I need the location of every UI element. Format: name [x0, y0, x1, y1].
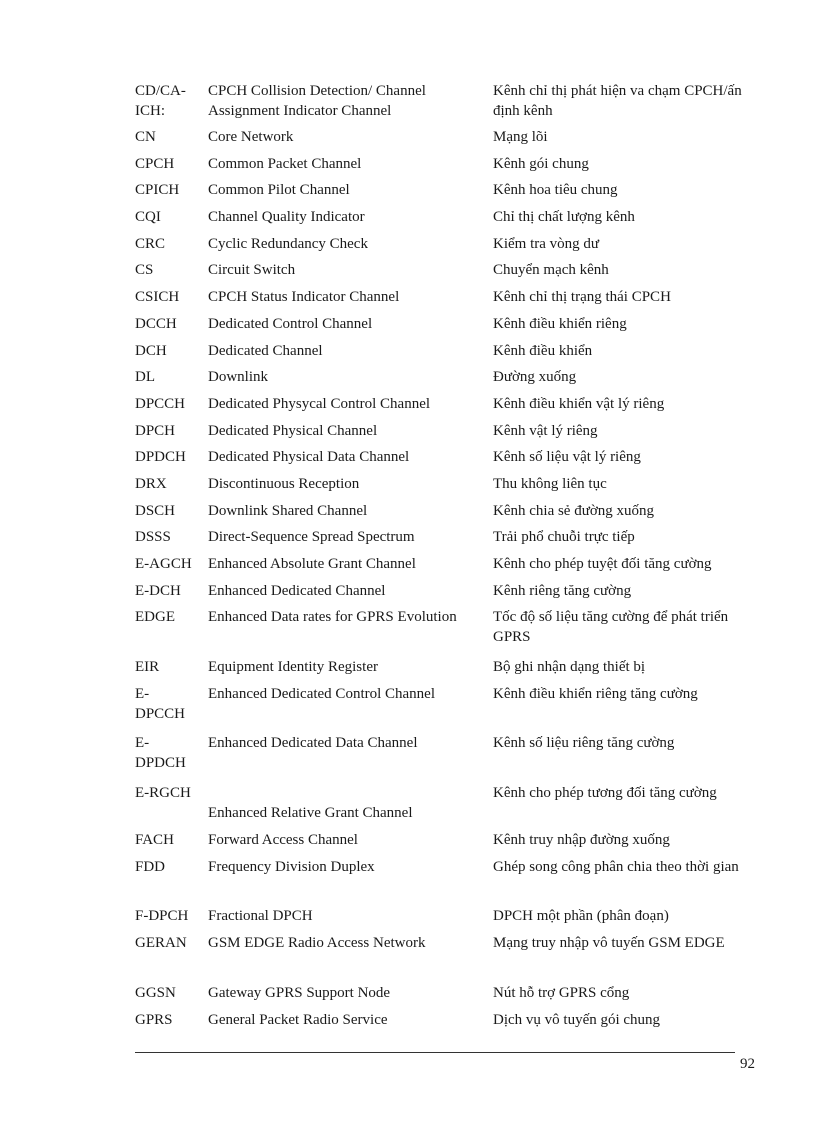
vietnamese-term: Kênh hoa tiêu chung: [493, 182, 618, 198]
english-term: Dedicated Channel: [208, 343, 323, 359]
vietnamese-term: Kênh chỉ thị phát hiện va chạm CPCH/ấn định kênh: [493, 83, 742, 119]
glossary-row: [135, 684, 760, 724]
english-term: CPCH Status Indicator Channel: [208, 289, 400, 305]
vietnamese-term: Mạng truy nhập vô tuyến GSM EDGE: [493, 935, 725, 951]
english-term: Gateway GPRS Support Node: [208, 985, 391, 1001]
english-term: Equipment Identity Register: [208, 659, 378, 675]
abbreviation: E- DPDCH: [135, 735, 186, 771]
vietnamese-term: DPCH một phần (phân đoạn): [493, 908, 669, 924]
abbreviation: FACH: [135, 832, 174, 848]
english-term: Downlink: [208, 369, 268, 385]
vietnamese-term: Kênh điều khiển riêng: [493, 316, 627, 332]
vietnamese-term: Kênh cho phép tương đối tăng cường: [493, 785, 717, 801]
abbreviation: CQI: [135, 209, 161, 225]
abbreviation: DL: [135, 369, 155, 385]
abbreviation: DSCH: [135, 503, 176, 519]
abbreviation: CSICH: [135, 289, 180, 305]
abbreviation: GERAN: [135, 935, 187, 951]
glossary-row: [135, 830, 760, 850]
glossary-row: [135, 783, 760, 823]
english-term: Circuit Switch: [208, 262, 296, 278]
glossary-row: [135, 207, 760, 227]
glossary-row: [135, 234, 760, 254]
vietnamese-term: Kênh số liệu riêng tăng cường: [493, 735, 675, 751]
english-term: GSM EDGE Radio Access Network: [208, 935, 426, 951]
vietnamese-term: Trải phổ chuỗi trực tiếp: [493, 529, 635, 545]
glossary-row: [135, 1010, 760, 1030]
glossary-row: [135, 527, 760, 547]
vietnamese-term: Kênh vật lý riêng: [493, 423, 598, 439]
english-term: CPCH Collision Detection/ Channel Assignment Indicator Channel: [208, 83, 426, 119]
abbreviation: CN: [135, 129, 156, 145]
english-term: Dedicated Physical Channel: [208, 423, 378, 439]
abbreviation: E-AGCH: [135, 556, 192, 572]
glossary-row: [135, 154, 760, 174]
glossary-row: [135, 933, 760, 953]
abbreviation: E- DPCCH: [135, 686, 186, 722]
glossary-row: [135, 314, 760, 334]
glossary-row: [135, 733, 760, 773]
english-term: Downlink Shared Channel: [208, 503, 368, 519]
abbreviation: F-DPCH: [135, 908, 189, 924]
glossary-row: [135, 260, 760, 280]
vietnamese-term: Kênh riêng tăng cường: [493, 583, 632, 599]
abbreviation: CPCH: [135, 156, 175, 172]
glossary-row: [135, 501, 760, 521]
vietnamese-term: Kênh gói chung: [493, 156, 589, 172]
vietnamese-term: Bộ ghi nhận dạng thiết bị: [493, 659, 646, 675]
english-term: Discontinuous Reception: [208, 476, 360, 492]
abbreviation: EIR: [135, 659, 160, 675]
glossary-row: [135, 180, 760, 200]
english-term: Core Network: [208, 129, 294, 145]
abbreviation: DPCCH: [135, 396, 186, 412]
vietnamese-term: Kênh điều khiển riêng tăng cường: [493, 686, 698, 702]
abbreviation: DPDCH: [135, 449, 186, 465]
glossary-row: [135, 554, 760, 574]
vietnamese-term: Dịch vụ vô tuyến gói chung: [493, 1012, 661, 1028]
glossary-row: [135, 447, 760, 467]
english-term: Enhanced Dedicated Data Channel: [208, 735, 418, 751]
glossary-row: [135, 81, 760, 121]
vietnamese-term: Kênh chia sẻ đường xuống: [493, 503, 655, 519]
glossary-row: [135, 394, 760, 414]
vietnamese-term: Kênh chỉ thị trạng thái CPCH: [493, 289, 671, 305]
english-term: Fractional DPCH: [208, 908, 313, 924]
abbreviation: DPCH: [135, 423, 176, 439]
abbreviation: E-RGCH: [135, 785, 191, 801]
english-term: Dedicated Physycal Control Channel: [208, 396, 431, 412]
english-term: Dedicated Physical Data Channel: [208, 449, 410, 465]
vietnamese-term: Đường xuống: [493, 369, 577, 385]
glossary-row: [135, 607, 760, 647]
english-term: Cyclic Redundancy Check: [208, 236, 368, 252]
vietnamese-term: Chuyển mạch kênh: [493, 262, 609, 278]
english-term: Dedicated Control Channel: [208, 316, 373, 332]
abbreviation: CD/CA- ICH:: [135, 83, 186, 119]
page-number: 92: [740, 1056, 755, 1072]
abbreviation: EDGE: [135, 609, 175, 625]
vietnamese-term: Kiểm tra vòng dư: [493, 236, 600, 252]
abbreviation: DRX: [135, 476, 167, 492]
english-term: Frequency Division Duplex: [208, 859, 375, 875]
vietnamese-term: Kênh điều khiển: [493, 343, 593, 359]
vietnamese-term: Nút hỗ trợ GPRS cổng: [493, 985, 630, 1001]
vietnamese-term: Tốc độ số liệu tăng cường để phát triển GPRS: [493, 609, 729, 645]
glossary-row: [135, 657, 760, 677]
glossary-row: [135, 474, 760, 494]
footer-rule: [135, 1052, 735, 1053]
glossary-row: [135, 127, 760, 147]
vietnamese-term: Kênh truy nhập đường xuống: [493, 832, 670, 848]
abbreviation: E-DCH: [135, 583, 181, 599]
glossary-row: [135, 421, 760, 441]
abbreviation: GPRS: [135, 1012, 173, 1028]
glossary-row: [135, 581, 760, 601]
english-term: Enhanced Absolute Grant Channel: [208, 556, 416, 572]
vietnamese-term: Ghép song công phân chia theo thời gian: [493, 859, 739, 875]
glossary-row: [135, 857, 760, 877]
abbreviation: GGSN: [135, 985, 176, 1001]
vietnamese-term: Kênh điều khiển vật lý riêng: [493, 396, 665, 412]
glossary-row: [135, 287, 760, 307]
english-term: Enhanced Dedicated Channel: [208, 583, 386, 599]
english-term: Common Packet Channel: [208, 156, 362, 172]
abbreviation: CRC: [135, 236, 166, 252]
english-term: Common Pilot Channel: [208, 182, 350, 198]
abbreviation: DCCH: [135, 316, 177, 332]
glossary-row: [135, 906, 760, 926]
abbreviation: DCH: [135, 343, 167, 359]
vietnamese-term: Chỉ thị chất lượng kênh: [493, 209, 635, 225]
english-term: General Packet Radio Service: [208, 1012, 388, 1028]
glossary-row: [135, 341, 760, 361]
vietnamese-term: Kênh số liệu vật lý riêng: [493, 449, 641, 465]
english-term: Enhanced Relative Grant Channel: [208, 805, 413, 821]
english-term: Direct-Sequence Spread Spectrum: [208, 529, 415, 545]
vietnamese-term: Mạng lõi: [493, 129, 548, 145]
glossary-row: [135, 983, 760, 1003]
abbreviation: DSSS: [135, 529, 171, 545]
vietnamese-term: Kênh cho phép tuyệt đối tăng cường: [493, 556, 712, 572]
english-term: Enhanced Dedicated Control Channel: [208, 686, 436, 702]
english-term: Forward Access Channel: [208, 832, 358, 848]
english-term: Enhanced Data rates for GPRS Evolution: [208, 609, 457, 625]
abbreviation: CS: [135, 262, 154, 278]
vietnamese-term: Thu không liên tục: [493, 476, 607, 492]
abbreviation: CPICH: [135, 182, 180, 198]
abbreviation: FDD: [135, 859, 166, 875]
english-term: Channel Quality Indicator: [208, 209, 365, 225]
glossary-row: [135, 367, 760, 387]
